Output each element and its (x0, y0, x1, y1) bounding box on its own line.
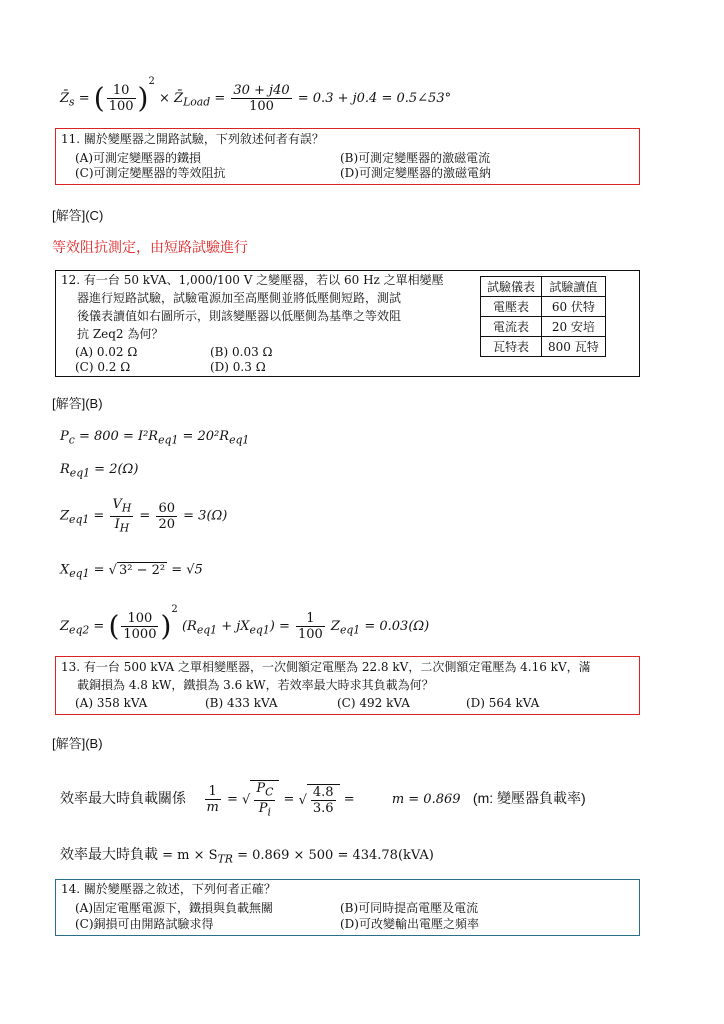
eq-4-8: 4.8 (312, 784, 334, 800)
eq-m-note: (m: 變壓器負載率) (472, 790, 586, 807)
q11-answer: [解答](C) (52, 208, 104, 223)
q13-option-c: (C) 492 kVA (337, 696, 410, 710)
eq-pi: P (258, 800, 268, 816)
q14-option-b: (B)可同時提高電壓及電流 (340, 901, 479, 915)
q14-option-c: (C)銅損可由開路試驗求得 (75, 917, 214, 931)
q11-option-d: (D)可測定變壓器的激磁電納 (340, 166, 491, 180)
eq-p: P (60, 429, 69, 444)
q12-option-c: (C) 0.2 Ω (75, 360, 131, 374)
eq-xeq-result: = √5 (171, 562, 203, 578)
equation-zs: $Z̄_s$ = ( $\frac{10}{100}$ )$^2 \times Z̄_{Load}$ = $\frac{30 + j40}{100}$ = 0.3 + j0.4 = 0.5∠53° (60, 76, 452, 115)
table-row (481, 297, 606, 317)
eq-power: 2 (148, 76, 155, 87)
q11-option-a: (A)可測定變壓器的鐵損 (75, 151, 202, 165)
q12-answer: [解答](B) (52, 396, 103, 411)
eq-lhs-sub: s (69, 95, 75, 109)
q12-meter-table (480, 276, 606, 357)
eq-frac-1-m (205, 784, 221, 815)
table-header: 試驗讀值 (542, 277, 606, 297)
q14-option-d: (D)可改變輸出電壓之頻率 (340, 917, 479, 931)
eq-frac-100-1000 (121, 611, 158, 642)
q12-option-b: (B) 0.03 Ω (210, 345, 273, 359)
q12-eq-zeq1: $Z_{eq1}$ = $\frac{V_H}{I_H}$ = $\frac{60}{20}$ = 3(Ω) (60, 497, 228, 535)
q11-note: 等效阻抗測定，由短路試驗進行 (52, 239, 248, 255)
eq-load-sub: Load (183, 95, 211, 109)
eq-frac-2-num: 30 + j40 (233, 83, 290, 98)
eq-pc: P (256, 781, 266, 796)
table-cell: 電流表 (481, 317, 542, 337)
question-12-line3: 後儀表讀值如右圖所示，則該變壓器以低壓側為基準之等效阻 (77, 309, 402, 323)
q13-option-b: (B) 433 kVA (205, 696, 278, 710)
table-cell: 20 安培 (542, 317, 606, 337)
eq-3-6: 3.6 (312, 800, 334, 816)
eq-req-result: = 2(Ω) (94, 462, 139, 477)
eq-p-mid: = 20²R (182, 429, 230, 444)
eq-req-paren: (R (181, 619, 197, 634)
eq-frac-1 (107, 83, 136, 114)
eq-20: 20 (158, 516, 176, 532)
eq-m-times-s: = m × S (162, 848, 218, 863)
eq-frac-2-den: 100 (249, 99, 274, 114)
eq-result: = 0.3 + j0.4 = 0.5∠53° (297, 91, 452, 106)
eq-zeq1-result: = 3(Ω) (183, 508, 228, 524)
eq-label-1: 效率最大時負載關係 (60, 790, 186, 807)
eq-p-rest: = 800 = I²R (78, 429, 159, 444)
eq-v: V (112, 497, 122, 512)
eq-times: × Z̄ (159, 91, 184, 106)
eq-frac-1-num: 10 (107, 83, 136, 99)
eq-100: 100 (121, 611, 158, 627)
question-12-line4: 抗 Zeq2 為何？ (77, 327, 164, 341)
q12-eq-pc: $P_c = 800 = I^2R_{eq1} = 20^2R_{eq1}$ (60, 429, 250, 447)
table-row (481, 317, 606, 337)
q11-option-b: (B)可測定變壓器的激磁電流 (340, 151, 491, 165)
eq-lhs: Z̄ (60, 91, 70, 106)
question-12-line2: 器進行短路試驗，試驗電源加至高壓側並將低壓側短路，測試 (77, 291, 402, 305)
eq-60: 60 (158, 500, 176, 516)
q12-eq-zeq2: $Z_{eq2}$ = ( $\frac{100}{1000}$ )$^2$ $(R_{eq1} + jX_{eq1})$ = $\frac{1}{100}$ $Z_{eq1} = 0.03(\Omega)$ (60, 604, 430, 643)
eq-xeq-radicand: 3² − 2² (118, 563, 166, 578)
q12-option-a: (A) 0.02 Ω (75, 345, 138, 359)
question-12-line1: 12. 有一台 50 kVA、1,000/100 V 之變壓器，若以 60 Hz 之單相變壓 (61, 273, 444, 287)
table-header-row (481, 277, 606, 297)
eq-label-2: 效率最大時負載 (60, 846, 158, 862)
q13-eq-max-load: 效率最大時負載 = $m \times S_{TR} = 0.869 \times 500 = 434.78(kVA)$ (60, 846, 434, 866)
q12-eq-xeq1: $X_{eq1}$ = √ 3² − 2² = √5 (60, 562, 203, 581)
table-cell: 電壓表 (481, 297, 542, 317)
q13-eq-load-relation: 效率最大時負載關係 $\frac{1}{m}$ = √ $\frac{P_C}{P_i}$ = √ $\frac{4.8}{3.6}$ = m = 0.869 (m: 變壓器負載率) (60, 781, 586, 819)
question-11-text: 11. 關於變壓器之開路試驗，下列敘述何者有誤？ (61, 132, 324, 146)
eq-m-result: m = 0.869 (391, 792, 461, 808)
eq-frac-60-20 (156, 501, 177, 532)
q13-option-d: (D) 564 kVA (466, 696, 540, 710)
table-cell: 800 瓦特 (542, 337, 606, 357)
eq-den-m: m (206, 800, 219, 816)
question-14-text: 14. 關於變壓器之敘述，下列何者正確？ (61, 882, 276, 896)
q13-answer: [解答](B) (52, 736, 103, 751)
eq-frac-1-den: 100 (108, 99, 134, 114)
q14-option-a: (A)固定電壓電源下，鐵損與負載無關 (75, 901, 274, 915)
eq-1000: 1000 (123, 627, 157, 642)
q12-eq-req: $R_{eq1} = 2(\Omega)$ (60, 462, 139, 480)
question-13-line1: 13. 有一台 500 kVA 之單相變壓器，一次側額定電壓為 22.8 kV，二次側額定電壓為 4.16 kV，滿 (61, 660, 591, 674)
eq-zeq2-result: = 0.03(Ω) (364, 619, 430, 634)
eq-100b: 100 (297, 627, 323, 642)
table-row (481, 337, 606, 357)
q12-option-d: (D) 0.3 Ω (210, 360, 266, 374)
question-13-line2: 載銅損為 4.8 kW，鐵損為 3.6 kW，若效率最大時求其負載為何？ (77, 678, 434, 692)
table-cell: 60 伏特 (542, 297, 606, 317)
eq-max-load-result: = 0.869 × 500 = 434.78(kVA) (237, 848, 434, 863)
eq-num-1: 1 (205, 784, 221, 800)
eq-frac-1-100 (296, 611, 325, 642)
table-header: 試驗儀表 (481, 277, 542, 297)
q13-option-a: (A) 358 kVA (75, 696, 148, 710)
eq-1: 1 (296, 611, 325, 627)
table-cell: 瓦特表 (481, 337, 542, 357)
eq-frac-2 (231, 83, 291, 114)
q11-option-c: (C)可測定變壓器的等效阻抗 (75, 166, 226, 180)
eq-i: I (114, 516, 120, 532)
eq-frac-vi: $\frac{V_H}{I_H}$ (112, 497, 132, 535)
eq-jx: + jX (221, 619, 250, 634)
